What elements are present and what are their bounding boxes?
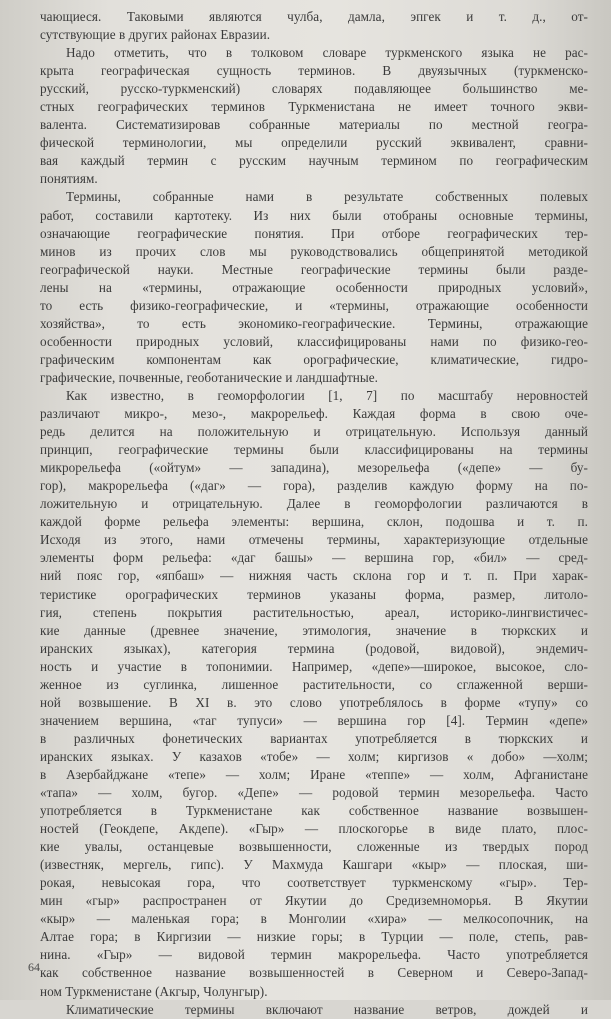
text-line: теристике орографических терминов указаны форма, размер, литоло- xyxy=(40,586,588,602)
text-line: принцип, географические термины были классифицированы на термины xyxy=(40,442,588,458)
text-line: кие данные (древнее значение, этимология, значение в тюркских и xyxy=(40,622,588,638)
text-line: в различных фонетических вариантах употребляется в тюркских и xyxy=(40,730,588,746)
text-line: «кыр» — маленькая гора; в Монголии «хира» — мелкосопочник, на xyxy=(40,911,588,927)
text-line: ний пояс гор, «япбаш» — нижняя часть склона гор и т. п. При харак- xyxy=(40,568,588,584)
text-line: Исходя из этого, нами отмечены термины, характеризующие отдельные xyxy=(40,532,588,548)
text-line: ностей (Геокдепе, Акдепе). «Гыр» — плоскогорье в виде плато, плос- xyxy=(40,821,588,837)
text-line: кие увалы, останцевые возвышенности, сложенные из твердых пород xyxy=(40,839,588,855)
text-line: гор), макрорельефа («даг» — гора), разделив каждую форму на по- xyxy=(40,478,588,494)
text-line: Надо отметить, что в толковом словаре туркменского языка не рас- xyxy=(66,45,588,61)
text-line: гия, степень покрытия растительностью, ареал, историко-лингвистичес- xyxy=(40,604,588,620)
text-line: валента. Систематизировав собранные материалы по местной геогра- xyxy=(40,117,588,133)
text-line: ном Туркменистане (Акгыр, Чолунгыр). xyxy=(40,983,268,999)
text-line: сутствующие в других районах Евразии. xyxy=(40,27,271,43)
text-line: рокая, невысокая гора, что соответствует туркменскому «гыр». Тер- xyxy=(40,875,588,891)
text-line: чающиеся. Таковыми являются чулба, дамла, эпгек и т. д., от- xyxy=(40,9,588,24)
text-line: лены на «термины, отражающие особенности природных условий», xyxy=(40,279,588,295)
text-line: иранских языках), категория термина (родовой, видовой), эндемич- xyxy=(40,640,588,656)
text-line: употребляется в Туркменистане как собственное название возвышен- xyxy=(40,803,588,819)
text-line: значением вершина, «таг тупуси» — вершина гор [4]. Термин «депе» xyxy=(40,712,588,728)
text-line: понятиям. xyxy=(40,171,98,187)
text-line: работ, составили картотеку. Из них были отобраны основные термины, xyxy=(40,207,588,223)
text-line: хозяйства», то есть экономико-географические. Термины, отражающие xyxy=(40,315,588,331)
text-line: иранских языках. У казахов «тобе» — холм; киргизов « добо» —холм; xyxy=(40,748,588,764)
text-line: женное из суглинка, лишенное растительности, со сглаженной верши- xyxy=(40,676,588,692)
text-line: мин «гыр» распространен от Якутии до Средиземноморья. В Якутии xyxy=(40,893,588,909)
text-line: крыта географическая сущность терминов. В двуязычных (туркменско- xyxy=(40,63,588,79)
text-line: особенности природных условий, классифицированы нами по физико-гео- xyxy=(40,333,588,349)
text-line: графические, почвенные, геоботанические и ландшафтные. xyxy=(40,369,379,385)
text-line: ной возвышение. В XI в. это слово употреблялось в форме «тупу» со xyxy=(40,694,588,710)
text-line: каждой форме рельефа элементы: вершина, склон, подошва и т. п. xyxy=(40,514,588,530)
text-line: нина. «Гыр» — видовой термин макрорельефа. Часто употребляется xyxy=(40,947,588,963)
text-line: минов из прочих слов мы руководствовались общепринятой методикой xyxy=(40,243,588,259)
body-text xyxy=(40,8,588,1019)
text-line: Климатические термины включают название ветров, дождей и xyxy=(66,1001,588,1017)
text-line: (известняк, мергель, гипс). У Махмуда Кашгари «кыр» — плоская, ши- xyxy=(40,857,588,873)
page-number: 64 xyxy=(28,960,40,974)
text-line: элементы форм рельефа: «даг башы» — вершина гор, «бил» — сред- xyxy=(40,550,588,566)
text-line: стных географических терминов Туркменистана не имеет точного экви- xyxy=(40,99,588,115)
text-line: графическим компонентам как орографические, климатические, гидро- xyxy=(40,351,588,367)
text-line: Как известно, в геоморфологии [1, 7] по масштабу неровностей xyxy=(66,387,588,403)
text-line: различают микро-, мезо-, макрорельеф. Каждая форма в свою оче- xyxy=(40,406,588,422)
text-line: «тапа» — холм, бугор. «Депе» — родовой термин мезорельефа. Часто xyxy=(40,785,588,801)
text-line: ность и участие в топонимии. Например, «депе»—широкое, высокое, сло- xyxy=(40,658,588,674)
text-line: означающие географические понятия. При отборе географических тер- xyxy=(40,225,588,241)
paragraph-text xyxy=(40,8,588,1019)
text-line: как собственное название возвышенностей в Северном и Северо-Запад- xyxy=(40,965,588,981)
text-line: географической науки. Местные географические термины были разде- xyxy=(40,261,588,277)
text-line: вая каждый термин с русским научным термином по географическим xyxy=(40,153,588,169)
text-line: Алтае гора; в Киргизии — низкие горы; в Турции — поле, степь, рав- xyxy=(40,929,588,945)
text-line: русский, русско-туркменский) словарях подавляющее большинство ме- xyxy=(40,81,588,97)
text-line: Термины, собранные нами в результате собственных полевых xyxy=(66,189,588,205)
text-line: в Азербайджане «тепе» — холм; Иране «теппе» — холм, Афганистане xyxy=(40,766,588,782)
text-line: ложительную и отрицательную. Далее в геоморфологии различаются в xyxy=(40,496,588,512)
text-line: микрорельефа («ойтум» — западина), мезорельефа («депе» — бу- xyxy=(40,460,588,476)
text-line: фической терминологии, мы определили русский эквивалент, сравни- xyxy=(40,135,588,151)
text-line: редь делится на положительную и отрицательную. Используя данный xyxy=(40,424,588,440)
text-line: то есть физико-географические, и «термины, отражающие особенности xyxy=(40,297,588,313)
